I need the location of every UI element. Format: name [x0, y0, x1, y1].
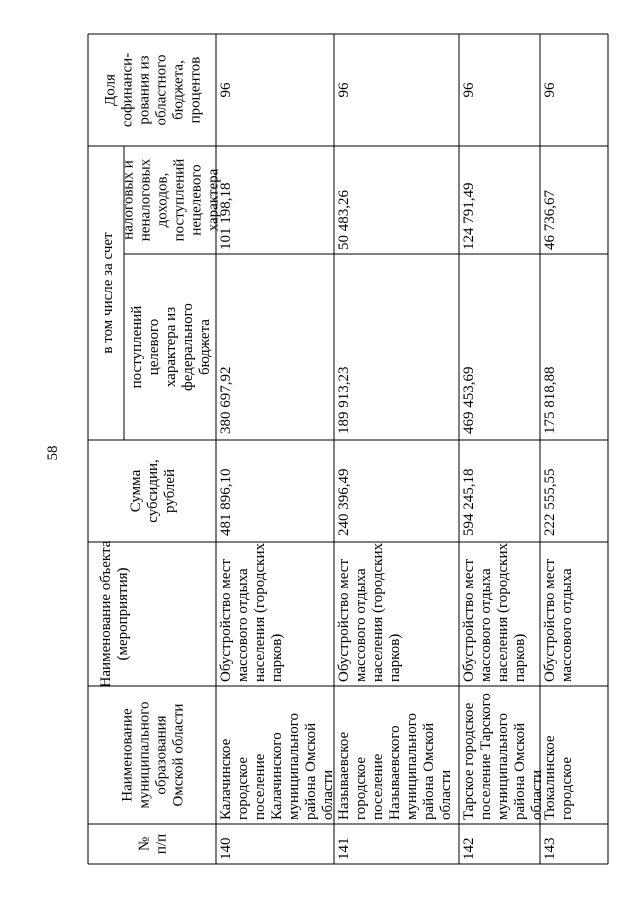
row-federal-line: 175 818,88 [542, 366, 558, 434]
header-including [100, 232, 116, 354]
row-num-line: 143 [542, 837, 558, 860]
row-object-line: парков) [512, 633, 528, 682]
row-municipality-line: Тюкалинское [542, 735, 558, 820]
row-object-line: массового отдыха [559, 568, 575, 682]
row-municipality-line: городское [353, 756, 369, 820]
header-share-line: Доля [102, 74, 119, 106]
row-object [461, 543, 528, 682]
row-federal-line: 380 697,92 [218, 366, 234, 434]
header-municipality-line: образования [153, 715, 170, 795]
row-tax-line: 124 791,49 [461, 182, 477, 250]
header-municipality-line: муниципального [136, 701, 153, 809]
row-municipality [218, 713, 336, 820]
header-municipality [120, 701, 187, 808]
row-municipality [461, 693, 545, 820]
row-municipality-line: муниципального [404, 712, 420, 820]
row-federal [336, 367, 352, 435]
header-share-line: бюджета, [170, 60, 187, 120]
row-subsidy-line: 594 245,18 [461, 468, 477, 536]
header-tax [121, 158, 222, 241]
header-tax-line: поступлений [171, 158, 188, 242]
row-municipality-line: области [438, 769, 454, 820]
row-tax-line: 46 736,67 [542, 190, 558, 250]
header-object-line: (мероприятия) [115, 567, 131, 661]
row-share [218, 82, 234, 98]
header-federal-line: бюджета [197, 319, 213, 375]
row-subsidy [336, 469, 352, 537]
header-share-line: софинанси- [119, 52, 136, 128]
row-municipality-line: городское [559, 756, 575, 820]
row-subsidy [218, 469, 234, 537]
header-num [137, 834, 170, 854]
row-tax-line: 50 483,26 [336, 190, 352, 250]
row-share [542, 82, 558, 98]
row-municipality-line: района Омской [512, 722, 528, 820]
header-tax-line: характера [205, 168, 222, 232]
row-num-line: 140 [218, 837, 234, 860]
row-federal [218, 367, 234, 435]
row-municipality-line: поселение Тарского [478, 693, 494, 820]
row-share [461, 82, 477, 98]
header-including-line: в том числе за счет [100, 232, 116, 354]
table-svg [88, 34, 608, 864]
header-federal [129, 303, 213, 391]
header-subsidy-line: Сумма [128, 469, 144, 513]
header-subsidy-line: субсидии, [145, 459, 161, 523]
header-tax-line: неналоговых [137, 158, 154, 242]
row-num [336, 838, 352, 861]
header-object [98, 540, 131, 687]
row-subsidy [461, 469, 477, 537]
row-object-line: населения (городских [495, 543, 511, 682]
row-share-line: 96 [218, 82, 234, 98]
row-object-line: массового отдыха [235, 568, 251, 682]
row-object [218, 543, 285, 682]
row-object-line: Обустройство мест [542, 559, 558, 682]
row-object-line: Обустройство мест [218, 559, 234, 682]
header-num-line: № [136, 836, 153, 852]
row-subsidy-line: 222 555,55 [542, 468, 558, 536]
row-object-line: парков) [269, 633, 285, 682]
header-municipality-line: Омской области [170, 703, 187, 807]
row-object-line: Обустройство мест [336, 559, 352, 682]
row-municipality-line: городское [235, 756, 251, 820]
row-federal [461, 367, 477, 435]
row-federal [542, 367, 558, 435]
row-num-line: 142 [461, 837, 477, 860]
row-federal-line: 469 453,69 [461, 366, 477, 434]
row-municipality [542, 735, 575, 820]
header-federal-line: поступлений [129, 305, 145, 389]
header-federal-line: характера из [163, 306, 179, 388]
row-share-line: 96 [336, 82, 352, 98]
row-municipality-line: Тарское городское [461, 702, 477, 820]
row-tax [336, 190, 352, 251]
row-object-line: населения (городских [370, 543, 386, 682]
header-share-line: областного [153, 54, 170, 126]
row-subsidy-line: 240 396,49 [336, 468, 352, 536]
header-share-line: процентов [187, 56, 204, 124]
row-municipality-line: поселение [370, 753, 386, 820]
subsidy-table [88, 34, 608, 864]
row-municipality [336, 713, 454, 820]
row-municipality-line: области [529, 769, 545, 820]
header-num-line: п/п [153, 833, 170, 855]
row-municipality-line: Называевского [387, 725, 403, 820]
row-object [336, 543, 403, 682]
row-num-line: 141 [336, 837, 352, 860]
row-federal-line: 189 913,23 [336, 366, 352, 434]
row-municipality-line: района Омской [421, 722, 437, 820]
row-object-line: массового отдыха [353, 568, 369, 682]
header-tax-line: налоговых и [120, 160, 137, 240]
row-num [218, 838, 234, 861]
page-number: 58 [45, 445, 61, 461]
row-municipality-line: Называевское [336, 731, 352, 820]
header-federal-line: целевого [146, 318, 162, 376]
row-share-line: 96 [542, 82, 558, 98]
header-share [103, 53, 204, 127]
row-tax-line: 101 198,18 [218, 182, 234, 250]
header-municipality-line: Наименование [119, 708, 136, 802]
row-subsidy [542, 469, 558, 537]
row-subsidy-line: 481 896,10 [218, 468, 234, 536]
row-tax [218, 183, 234, 251]
row-municipality-line: Калачинское [218, 738, 234, 820]
header-subsidy [128, 459, 178, 523]
row-num [461, 838, 477, 861]
row-municipality-line: поселение [252, 753, 268, 820]
row-tax [461, 183, 477, 251]
row-share [336, 82, 352, 98]
row-municipality-line: муниципального [286, 712, 302, 820]
header-tax-line: доходов, [154, 172, 171, 228]
row-object-line: Обустройство мест [461, 559, 477, 682]
row-municipality-line: области [320, 769, 336, 820]
header-share-line: рования из [136, 55, 153, 125]
row-municipality-line: Калачинского [269, 732, 285, 820]
row-object-line: массового отдыха [478, 568, 494, 682]
row-num [542, 838, 558, 861]
rotated-table [88, 34, 608, 864]
row-object [542, 559, 575, 682]
header-subsidy-line: рублей [162, 468, 178, 514]
header-federal-line: федерального [180, 303, 196, 391]
row-object-line: парков) [387, 633, 403, 682]
header-tax-line: нецелевого [188, 164, 205, 236]
row-object-line: населения (городских [252, 543, 268, 682]
header-object-line: Наименование объекта [98, 540, 114, 688]
row-municipality-line: района Омской [303, 722, 319, 820]
row-tax [542, 190, 558, 251]
row-share-line: 96 [461, 82, 477, 98]
row-municipality-line: муниципального [495, 712, 511, 820]
